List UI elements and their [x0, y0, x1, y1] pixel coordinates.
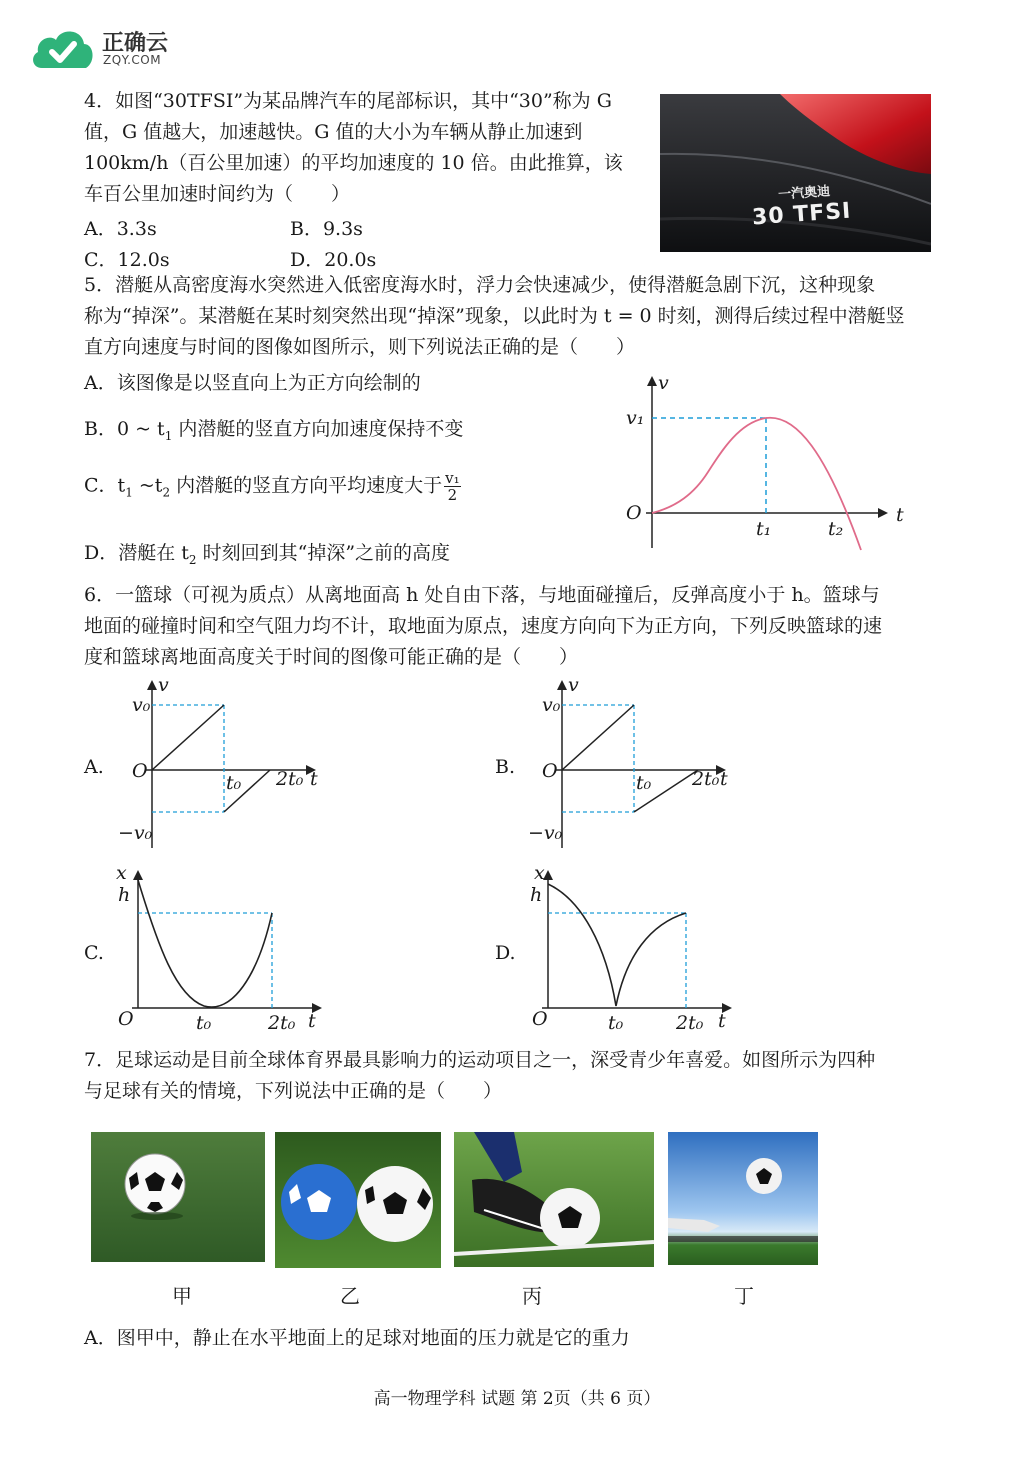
b-origin: O: [542, 760, 558, 782]
photo-jia: [91, 1132, 265, 1262]
a-axis-t: t: [310, 768, 318, 790]
a-label-t0: t₀: [226, 772, 242, 794]
logo: [28, 22, 188, 74]
badge-model: 30 TFSI: [751, 198, 853, 231]
brand-url: ZQY.COM: [103, 53, 162, 67]
page-footer: 高一物理学科 试题 第 2页（共 6 页）: [373, 1389, 661, 1409]
caption-ding: 丁: [734, 1284, 754, 1308]
q7-line-2: 与足球有关的情境，下列说法中正确的是（ ）: [84, 1080, 503, 1102]
a-label-neg-v0: −v₀: [118, 822, 153, 844]
q5-line-3: 直方向速度与时间的图像如图所示，则下列说法正确的是（ ）: [84, 336, 636, 358]
c-axis-t: t: [308, 1010, 316, 1032]
caption-yi: 乙: [340, 1284, 360, 1308]
q6-option-a-label: A.: [84, 756, 104, 778]
c-origin: O: [118, 1008, 134, 1030]
q6-option-c-label: C.: [84, 942, 104, 964]
q5-axis-v: v: [658, 372, 669, 394]
q5-label-t2: t₂: [828, 518, 844, 540]
q5-vt-graph: [616, 372, 916, 552]
d-label-t0: t₀: [608, 1012, 624, 1034]
d-axis-t: t: [718, 1010, 726, 1032]
q5-option-a: A．该图像是以竖直向上为正方向绘制的: [84, 372, 421, 394]
q5-label-t1: t₁: [756, 518, 772, 540]
caption-bing: 丙: [522, 1284, 542, 1308]
car-badge-photo: [660, 94, 931, 252]
a-label-2t0: 2t₀: [276, 768, 304, 790]
photo-ding: [668, 1132, 818, 1265]
fraction-v1-over-2: $\frac{\text{v₁}}{2}$: [445, 469, 460, 504]
caption-jia: 甲: [172, 1284, 192, 1308]
q4-line-1: 4．如图“30TFSI”为某品牌汽车的尾部标识，其中“30”称为 G: [84, 90, 612, 112]
a-axis-v: v: [158, 674, 169, 696]
car-rear-illustration: [660, 94, 931, 252]
c-label-2t0: 2t₀: [268, 1012, 296, 1034]
q4-option-c: C．12.0s: [84, 249, 170, 271]
q6-graph-a: [112, 676, 332, 856]
b-label-t0: t₀: [636, 772, 652, 794]
cloud-check-icon: [28, 22, 98, 72]
q5-option-b: B．0 ~ $t_1$ 内潜艇的竖直方向加速度保持不变: [84, 418, 464, 443]
q5-label-v1: v₁: [626, 407, 645, 429]
d-axis-x: x: [534, 862, 545, 884]
brand-name: 正确云: [102, 31, 169, 56]
q6-option-d-label: D.: [495, 942, 516, 964]
b-label-neg-v0: −v₀: [528, 822, 563, 844]
q5-origin: O: [626, 502, 642, 524]
q4-option-d: D．20.0s: [290, 249, 377, 271]
c-label-t0: t₀: [196, 1012, 212, 1034]
q7-option-a: A．图甲中，静止在水平地面上的足球对地面的压力就是它的重力: [84, 1327, 630, 1349]
badge-brand: 一汽奥迪: [777, 184, 831, 203]
a-label-v0: v₀: [132, 694, 151, 716]
q6-graph-c: [112, 862, 332, 1036]
q4-option-a: A．3.3s: [84, 218, 157, 240]
q5-axis-t: t: [896, 504, 904, 526]
q6-graph-b: [522, 676, 742, 856]
d-label-2t0: 2t₀: [676, 1012, 704, 1034]
q4-line-4: 车百公里加速时间约为（ ）: [84, 183, 351, 205]
q5-line-1: 5．潜艇从高密度海水突然进入低密度海水时，浮力会快速减少，使得潜艇急剧下沉，这种现象: [84, 274, 876, 296]
photo-yi: [275, 1132, 441, 1268]
d-origin: O: [532, 1008, 548, 1030]
b-label-2t0: 2t₀: [692, 768, 720, 790]
q6-graph-d: [522, 862, 742, 1036]
photo-bing: [454, 1132, 654, 1267]
q6-line-3: 度和篮球离地面高度关于时间的图像可能正确的是（ ）: [84, 646, 579, 668]
q6-line-1: 6．一篮球（可视为质点）从离地面高 h 处自由下落，与地面碰撞后，反弹高度小于 h。篮球与: [84, 584, 880, 606]
q7-line-1: 7．足球运动是目前全球体育界最具影响力的运动项目之一，深受青少年喜爱。如图所示为四种: [84, 1049, 876, 1071]
q5-option-d: D．潜艇在 $t_2$ 时刻回到其“掉深”之前的高度: [84, 542, 451, 567]
q5-option-c: C．$t_1$ $\sim t_2$ 内潜艇的竖直方向平均速度大于 $\frac{\text{v₁}}{2}$: [84, 469, 460, 504]
d-label-h: h: [530, 884, 543, 906]
q4-line-2: 值，G 值越大，加速越快。G 值的大小为车辆从静止加速到: [84, 121, 583, 143]
c-label-h: h: [118, 884, 131, 906]
b-axis-v: v: [568, 674, 579, 696]
q4-option-b: B．9.3s: [290, 218, 363, 240]
b-label-v0: v₀: [542, 694, 561, 716]
q6-line-2: 地面的碰撞时间和空气阻力均不计，取地面为原点，速度方向向下为正方向，下列反映篮球的速: [84, 615, 883, 637]
c-axis-x: x: [116, 862, 127, 884]
q6-option-b-label: B.: [495, 756, 516, 778]
a-origin: O: [132, 760, 148, 782]
q4-line-3: 100km/h（百公里加速）的平均加速度的 10 倍。由此推算，该: [84, 152, 623, 174]
b-axis-t: t: [720, 768, 728, 790]
q5-line-2: 称为“掉深”。某潜艇在某时刻突然出现“掉深”现象，以此时为 t = 0 时刻，测得后续过程中潜艇竖: [84, 305, 905, 327]
